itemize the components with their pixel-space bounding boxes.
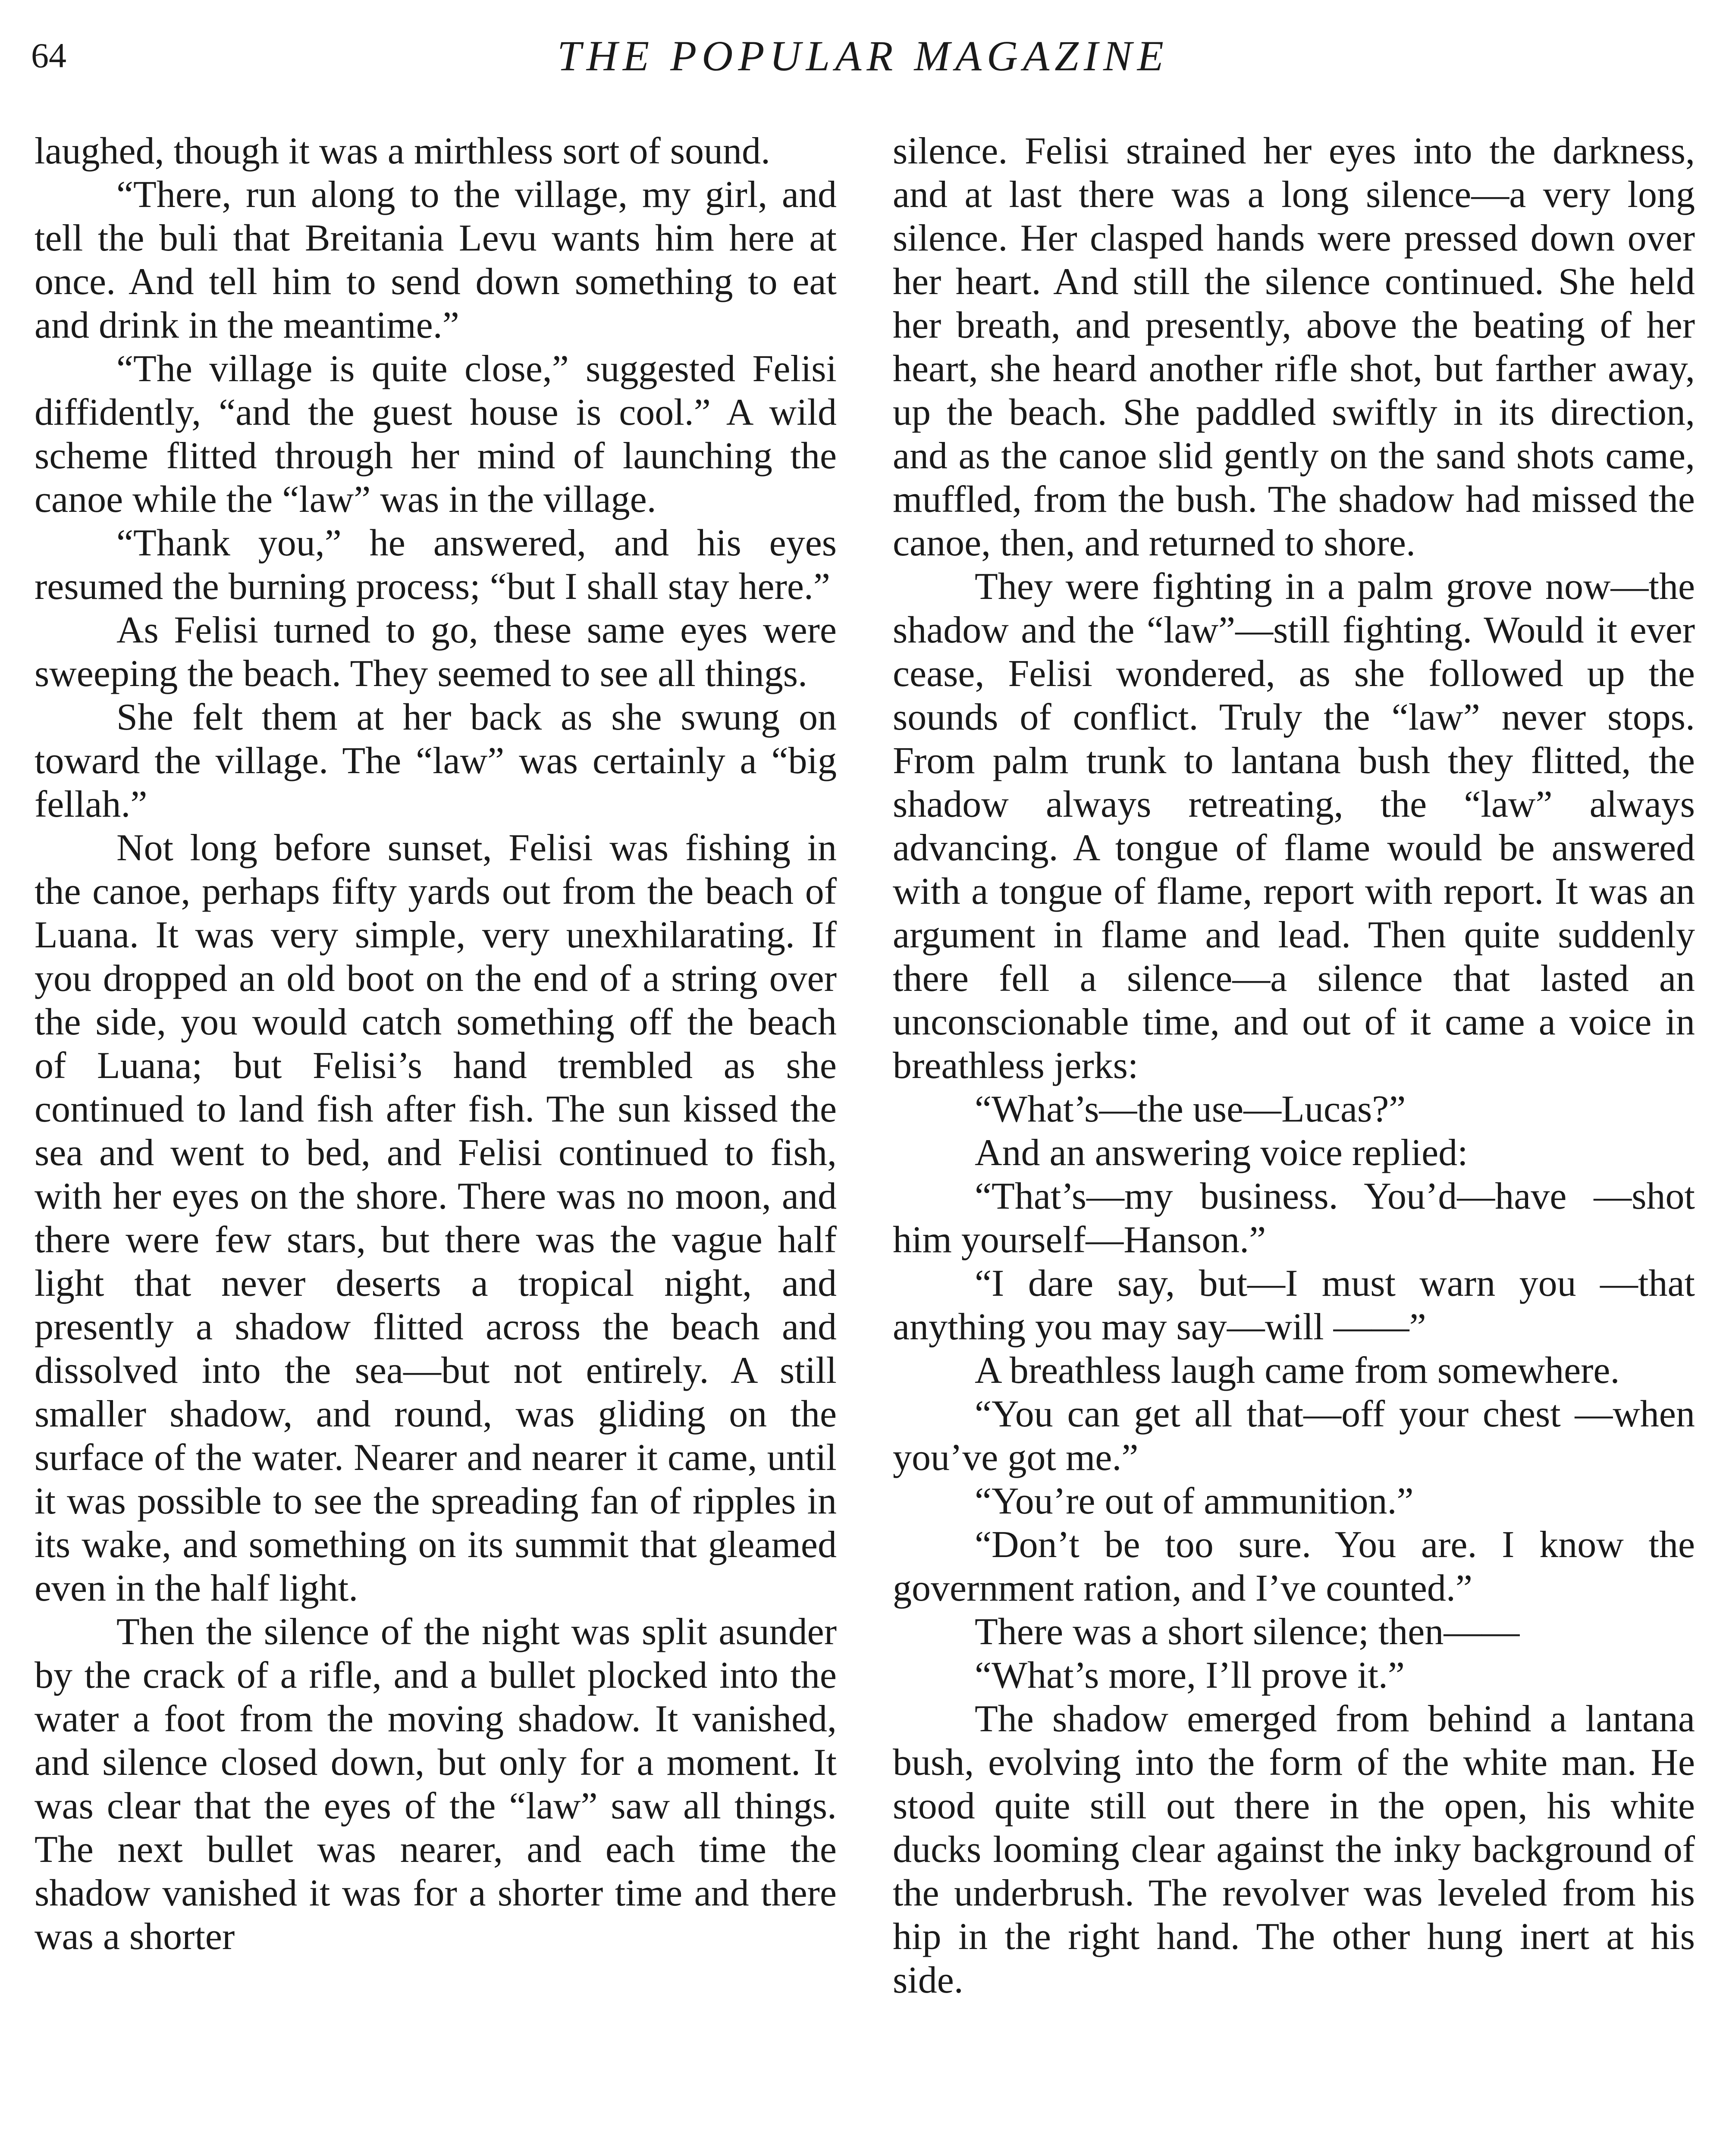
paragraph: Not long before sunset, Felisi was fishing in the canoe, perhaps fifty yards out from the beach of Luana. It was very simple, very unexhilarating. If you dropped an old boot on the end of a string over the side, you would catch something off the beach of Luana; but Felisi’s hand trembled as she continued to land fish after fish. The sun kissed the sea and went to bed, and Felisi continued to fish, with her eyes on the shore. There was no moon, and there were few stars, but there was the vague half light that never deserts a tropical night, and presently a shadow flitted across the beach and dissolved into the sea—but not entirely. A still smaller shadow, and round, was gliding on the surface of the water. Nearer and nearer it came, until it was possible to see the spreading fan of ripples in its wake, and something on its summit that gleamed even in the half light. xyxy=(35,827,837,1609)
paragraph: The shadow emerged from behind a lantana bush, evolving into the form of the white man. He stood quite still out there in the open, his white ducks looming clear against the inky background of the underbrush. The revolver was leveled from his hip in the right hand. The other hung inert at his side. xyxy=(893,1698,1695,2001)
paragraph: “Thank you,” he answered, and his eyes resumed the burning process; “but I shall stay here.” xyxy=(35,522,837,608)
paragraph: They were fighting in a palm grove now—the shadow and the “law”—still fighting. Would it ever cease, Felisi wondered, as she followed up the sounds of conflict. Truly the “law” never stops. From palm trunk to lantana bush they flitted, the shadow always retreating, the “law” always advancing. A tongue of flame would be answered with a tongue of flame, report with report. It was an argument in flame and lead. Then quite suddenly there fell a silence—a silence that lasted an unconscionable time, and out of it came a voice in breathless jerks: xyxy=(893,566,1695,1087)
left-column xyxy=(35,129,837,2156)
paragraph: Then the silence of the night was split asunder by the crack of a rifle, and a bullet plocked into the water a foot from the moving shadow. It vanished, and silence closed down, but only for a moment. It was clear that the eyes of the “law” saw all things. The next bullet was nearer, and each time the shadow vanished it was for a shorter time and there was a shorter xyxy=(35,1611,837,1958)
page-number: 64 xyxy=(31,36,66,75)
magazine-title: THE POPULAR MAGAZINE xyxy=(557,32,1169,80)
paragraph: “You’re out of ammunition.” xyxy=(975,1480,1414,1522)
paragraph: laughed, though it was a mirthless sort of sound. xyxy=(35,130,771,172)
paragraph: “You can get all that—off your chest —when you’ve got me.” xyxy=(893,1393,1695,1479)
right-column xyxy=(893,129,1695,2156)
paragraph: And an answering voice replied: xyxy=(975,1132,1468,1174)
paragraph: She felt them at her back as she swung on toward the village. The “law” was certainly a “big fellah.” xyxy=(35,696,837,825)
paragraph: There was a short silence; then—— xyxy=(975,1611,1520,1653)
paragraph: “I dare say, but—I must warn you —that anything you may say—will ——” xyxy=(893,1263,1695,1348)
paragraph: “There, run along to the village, my girl, and tell the buli that Breitania Levu wants him here at once. And tell him to send down something to eat and drink in the meantime.” xyxy=(35,174,837,346)
paragraph: “The village is quite close,” suggested Felisi diffidently, “and the guest house is cool.” A wild scheme flitted through her mind of launching the canoe while the “law” was in the village. xyxy=(35,348,837,520)
paragraph: “What’s more, I’ll prove it.” xyxy=(975,1655,1405,1696)
paragraph: A breathless laugh came from somewhere. xyxy=(975,1350,1620,1391)
paragraph: “What’s—the use—Lucas?” xyxy=(975,1088,1406,1130)
paragraph: “That’s—my business. You’d—have —shot him yourself—Hanson.” xyxy=(893,1175,1695,1261)
paragraph: As Felisi turned to go, these same eyes were sweeping the beach. They seemed to see all things. xyxy=(35,609,837,695)
paragraph: silence. Felisi strained her eyes into the darkness, and at last there was a long silence—a very long silence. Her clasped hands were pressed down over her heart. And still the silence continued. She held her breath, and presently, above the beating of her heart, she heard another rifle shot, but farther away, up the beach. She paddled swiftly in its direction, and as the canoe slid gently on the sand shots came, muffled, from the bush. The shadow had missed the canoe, then, and returned to shore. xyxy=(893,130,1695,564)
paragraph: “Don’t be too sure. You are. I know the government ration, and I’ve counted.” xyxy=(893,1524,1695,1609)
